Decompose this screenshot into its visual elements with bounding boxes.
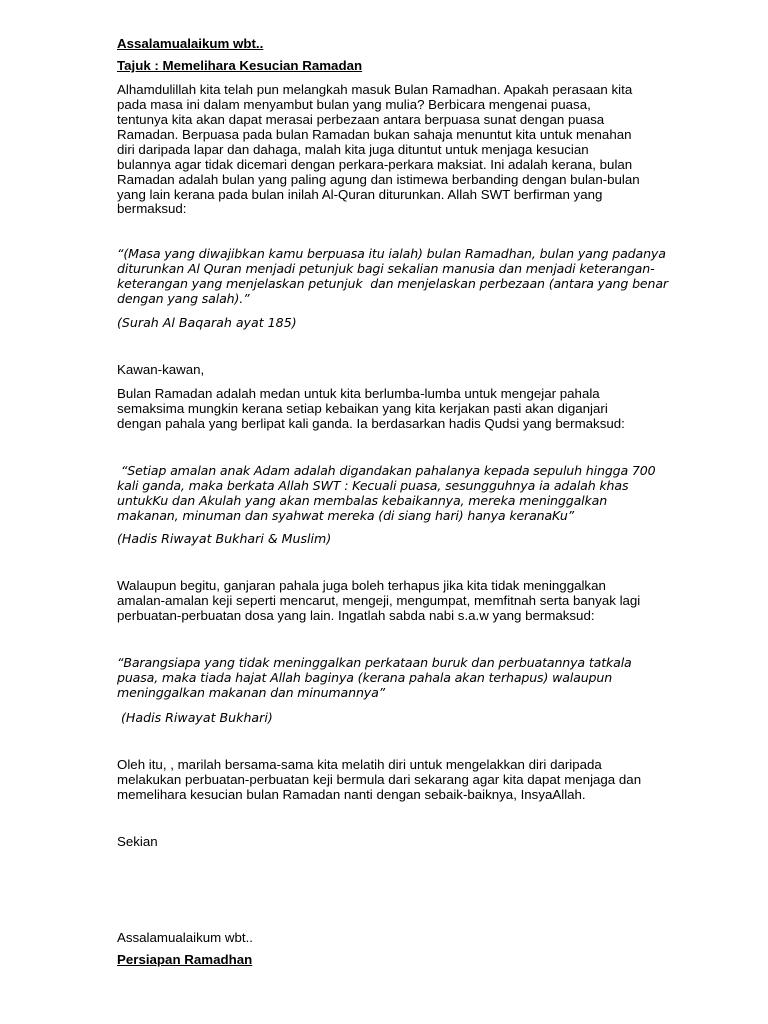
quote-line: puasa, maka tiada hajat Allah baginya (kerana pahala akan terhapus) walaupun <box>117 670 613 685</box>
closing: Sekian <box>117 834 158 849</box>
paragraph-line: dengan pahala yang berlipat kali ganda. Ia berdasarkan hadis Qudsi yang bermaksud: <box>117 416 625 431</box>
quote-line: “Barangsiapa yang tidak meninggalkan perkataan buruk dan perbuatannya tatkala <box>117 655 632 670</box>
quote-line: dengan yang salah).” <box>117 291 250 306</box>
paragraph-line: diri daripada lapar dan dahaga, malah kita juga dituntut untuk menjaga kesucian <box>117 142 589 157</box>
paragraph-line: pada masa ini dalam menyambut bulan yang mulia? Berbicara mengenai puasa, <box>117 97 591 112</box>
quote-line: meninggalkan makanan dan minumannya” <box>117 685 386 700</box>
paragraph-line: Alhamdulillah kita telah pun melangkah masuk Bulan Ramadhan. Apakah perasaan kita <box>117 82 633 97</box>
speech-title: Tajuk : Memelihara Kesucian Ramadan <box>117 58 363 73</box>
paragraph-line: Oleh itu, , marilah bersama-sama kita melatih diri untuk mengelakkan diri daripada <box>117 757 602 772</box>
quote-line: kali ganda, maka berkata Allah SWT : Kecuali puasa, sesungguhnya ia adalah khas <box>117 478 629 493</box>
next-title: Persiapan Ramadhan <box>117 952 253 967</box>
paragraph-line: tentunya kita akan dapat merasai perbezaan antara berpuasa sunat dengan puasa <box>117 112 605 127</box>
quote-line: untukKu dan Akulah yang akan membalas kebaikannya, mereka meninggalkan <box>117 493 608 508</box>
paragraph-line: Ramadan. Berpuasa pada bulan Ramadan bukan sahaja menuntut kita untuk menahan <box>117 127 632 142</box>
quote-line: “(Masa yang diwajibkan kamu berpuasa itu ialah) bulan Ramadhan, bulan yang padanya <box>117 246 666 261</box>
quote-line: makanan, minuman dan syahwat mereka (di siang hari) hanya keranaKu” <box>117 508 575 523</box>
quote-line: “Setiap amalan anak Adam adalah digandakan pahalanya kepada sepuluh hingga 700 <box>117 463 656 478</box>
quote-citation: (Surah Al Baqarah ayat 185) <box>117 315 297 330</box>
paragraph-line: semaksima mungkin kerana setiap kebaikan yang kita kerjakan pasti akan diganjari <box>117 401 608 416</box>
paragraph-line: melakukan perbuatan-perbuatan keji bermula dari sekarang agar kita dapat menjaga dan <box>117 772 642 787</box>
quote-citation: (Hadis Riwayat Bukhari & Muslim) <box>117 531 332 546</box>
paragraph-line: perbuatan-perbuatan dosa yang lain. Ingatlah sabda nabi s.a.w yang bermaksud: <box>117 608 595 623</box>
paragraph-line: yang lain kerana pada bulan inilah Al-Quran diturunkan. Allah SWT berfirman yang <box>117 187 603 202</box>
next-greeting: Assalamualaikum wbt.. <box>117 930 253 945</box>
paragraph-line: bermaksud: <box>117 201 187 216</box>
paragraph-line: bulannya agar tidak dicemari dengan perkara-perkara maksiat. Ini adalah kerana, bulan <box>117 157 633 172</box>
paragraph-line: amalan-amalan keji seperti mencarut, mengeji, mengumpat, memfitnah serta banyak lagi <box>117 593 641 608</box>
paragraph-line: memelihara kesucian bulan Ramadan nanti dengan sebaik-baiknya, InsyaAllah. <box>117 787 586 802</box>
quote-line: diturunkan Al Quran menjadi petunjuk bagi sekalian manusia dan menjadi keterangan- <box>117 261 655 276</box>
paragraph-line: Ramadan adalah bulan yang paling agung dan istimewa berbanding dengan bulan-bulan <box>117 172 640 187</box>
salutation: Kawan-kawan, <box>117 362 205 377</box>
quote-citation: (Hadis Riwayat Bukhari) <box>117 710 273 725</box>
opening-greeting: Assalamualaikum wbt.. <box>117 36 264 51</box>
paragraph-line: Walaupun begitu, ganjaran pahala juga boleh terhapus jika kita tidak meninggalkan <box>117 578 606 593</box>
quote-line: keterangan yang menjelaskan petunjuk dan menjelaskan perbezaan (antara yang benar <box>117 276 668 291</box>
paragraph-line: Bulan Ramadan adalah medan untuk kita berlumba-lumba untuk mengejar pahala <box>117 386 600 401</box>
